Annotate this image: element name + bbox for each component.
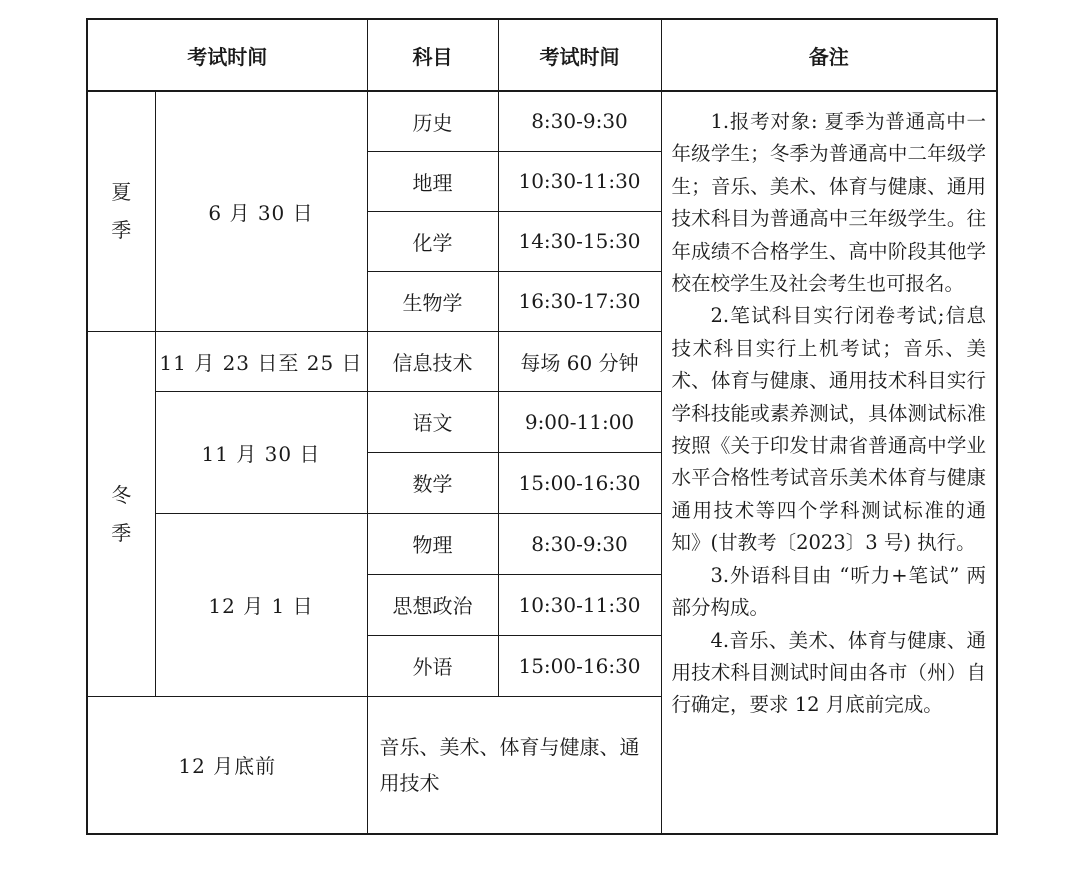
time-cell: 8:30-9:30 [498,513,661,574]
time-cell: 16:30-17:30 [498,271,661,331]
season-char: 夏 [111,180,132,205]
end-of-december-subjects: 音乐、美术、体育与健康、通用技术 [367,696,661,834]
time-cell: 10:30-11:30 [498,151,661,211]
season-winter [87,331,155,696]
subject-cell: 物理 [367,513,498,574]
time-cell: 9:00-11:00 [498,391,661,452]
season-char: 季 [111,218,132,243]
header-notes: 备注 [661,19,997,91]
nov30-date: 11 月 30 日 [155,391,367,513]
subject-cell: 数学 [367,452,498,513]
subject-cell: 信息技术 [367,331,498,391]
subject-cell: 外语 [367,635,498,696]
season-summer [87,91,155,331]
note-paragraph: 3.外语科目由 “听力+笔试” 两部分构成。 [671,563,986,620]
note-paragraph: 1.报考对象: 夏季为普通高中一年级学生；冬季为普通高中二年级学生；音乐、美术、体育与健康、通用技术科目为普通高中三年级学生。往年成绩不合格学生、高中阶段其他学校在校学生及社会考生也可报名。 [671,110,986,296]
subject-cell: 化学 [367,211,498,271]
notes-cell [661,91,997,834]
summer-date: 6 月 30 日 [155,91,367,331]
subject-cell: 历史 [367,91,498,151]
exam-schedule-table [86,18,998,835]
header-exam-time: 考试时间 [87,19,367,91]
time-cell: 10:30-11:30 [498,574,661,635]
header-exam-period: 考试时间 [498,19,661,91]
end-of-december-date: 12 月底前 [87,696,367,834]
time-cell: 14:30-15:30 [498,211,661,271]
subject-cell: 地理 [367,151,498,211]
header-subject: 科目 [367,19,498,91]
info-tech-date: 11 月 23 日至 25 日 [155,331,367,391]
season-char: 季 [111,520,132,545]
note-paragraph: 2.笔试科目实行闭卷考试;信息技术科目实行上机考试；音乐、美术、体育与健康、通用技术科目实行学科技能或素养测试，具体测试标准按照《关于印发甘肃省普通高中学业水平合格性考试音乐美术体育与健康通用技术等四个学科测试标准的通知》(甘教考〔2023〕3 号) 执行。 [671,304,986,555]
header-row [87,19,997,91]
time-cell: 15:00-16:30 [498,452,661,513]
subject-cell: 语文 [367,391,498,452]
time-cell: 15:00-16:30 [498,635,661,696]
time-cell: 每场 60 分钟 [498,331,661,391]
subject-cell: 思想政治 [367,574,498,635]
table-row [87,91,997,151]
dec1-date: 12 月 1 日 [155,513,367,696]
note-paragraph: 4.音乐、美术、体育与健康、通用技术科目测试时间由各市（州）自行确定，要求 12 月底前完成。 [671,628,986,717]
subject-cell: 生物学 [367,271,498,331]
time-cell: 8:30-9:30 [498,91,661,151]
season-char: 冬 [111,482,132,507]
